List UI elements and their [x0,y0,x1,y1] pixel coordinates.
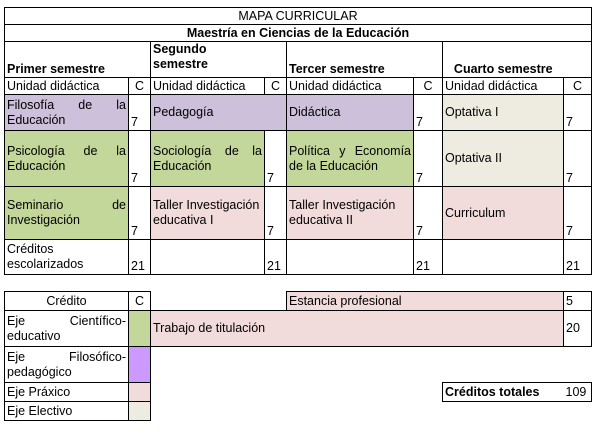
estancia-credits: 5 [564,292,592,311]
semester-total-4: 21 [564,240,592,275]
course-curriculum: Curriculum [443,187,564,240]
legend-swatch-green [129,311,151,347]
course-politica-economia: Política y Economía de la Educación [287,131,414,187]
legend-swatch-violet [129,347,151,383]
credit-col-label-3: C [414,78,443,95]
semester-header-3: Tercer semestre [287,42,414,78]
map-title: MAPA CURRICULAR [5,8,592,25]
semester-total-2: 21 [265,240,287,275]
course-credits: 7 [265,187,287,240]
course-credits: 7 [414,131,443,187]
course-credits: 7 [414,95,443,131]
estancia-profesional: Estancia profesional [287,292,564,311]
trabajo-titulacion: Trabajo de titulación [151,311,564,347]
curricular-map-table [4,7,592,421]
course-credits: 7 [564,187,592,240]
trabajo-credits: 20 [564,311,592,347]
unit-label-4: Unidad didáctica [443,78,564,95]
course-filosofia: Filosofía de la Educación [5,95,129,131]
legend-swatch-pink [129,383,151,402]
course-credits [265,95,287,131]
course-didactica: Didáctica [287,95,414,131]
course-optativa-2: Optativa II [443,131,564,187]
semester-header-1: Primer semestre [5,42,129,78]
semester-total-3: 21 [414,240,443,275]
legend-electivo: Eje Electivo [5,402,129,421]
semester-header-2: Segundo semestre [151,42,265,78]
legend-swatch-beige [129,402,151,421]
course-credits: 7 [414,187,443,240]
course-sociologia: Sociología de la Educación [151,131,265,187]
credit-col-label-2: C [265,78,287,95]
course-pedagogia: Pedagogía [151,95,265,131]
total-credits-label: Créditos totales [443,383,564,402]
course-seminario: Seminario de Investigación [5,187,129,240]
unit-label-2: Unidad didáctica [151,78,265,95]
course-credits: 7 [129,95,151,131]
course-optativa-1: Optativa I [443,95,564,131]
course-credits: 7 [564,131,592,187]
credit-col-label-4: C [564,78,592,95]
legend-header: Crédito [5,292,129,311]
course-credits: 7 [265,131,287,187]
credit-col-label-1: C [129,78,151,95]
course-taller-2: Taller Investigación educativa II [287,187,414,240]
legend-c-label: C [129,292,151,311]
legend-praxico: Eje Práxico [5,383,129,402]
legend-cientifico-educativo: Eje Científico-educativo [5,311,129,347]
program-name: Maestría en Ciencias de la Educación [5,25,592,42]
course-credits: 7 [564,95,592,131]
credits-row-label: Créditos escolarizados [5,240,129,275]
course-credits: 7 [129,187,151,240]
unit-label-1: Unidad didáctica [5,78,129,95]
semester-total-1: 21 [129,240,151,275]
course-taller-1: Taller Investigación educativa I [151,187,265,240]
unit-label-3: Unidad didáctica [287,78,414,95]
course-credits: 7 [129,131,151,187]
semester-header-4: Cuarto semestre [443,42,564,78]
legend-filosofico-pedagogico: Eje Filosófico-pedagógico [5,347,129,383]
course-psicologia: Psicología de la Educación [5,131,129,187]
total-credits-value: 109 [564,383,592,402]
